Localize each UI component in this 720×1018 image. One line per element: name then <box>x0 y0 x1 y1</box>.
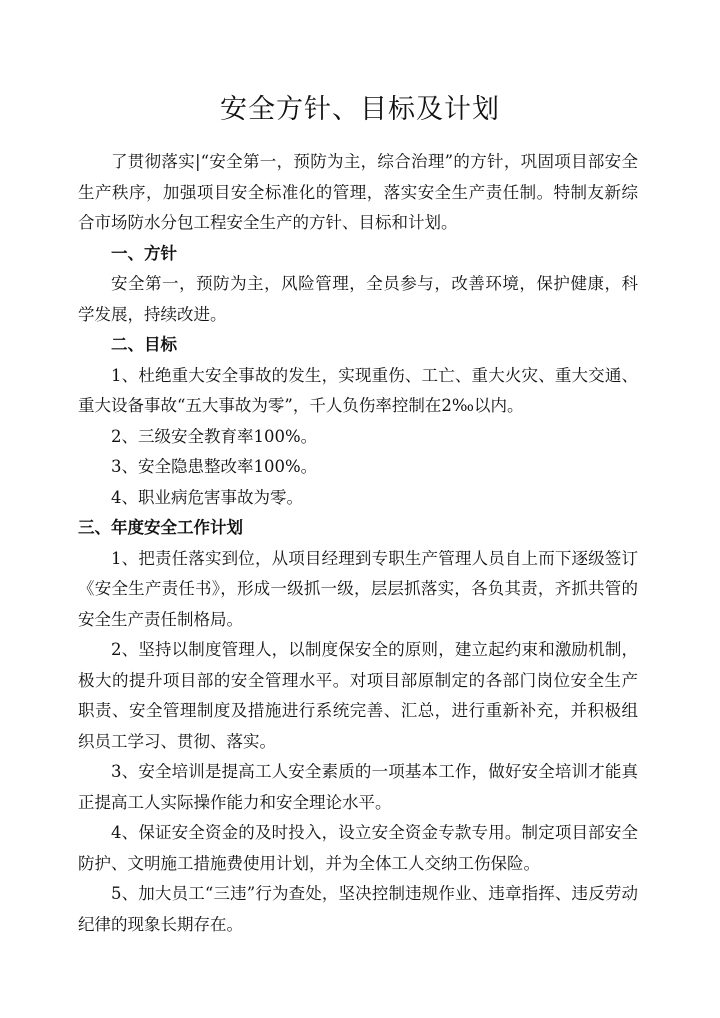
plan-item: 5、加大员工“三违”行为查处，坚决控制违规作业、违章指挥、违反劳动纪律的现象长期存在。 <box>78 884 638 934</box>
goal-item: 4、职业病危害事故为零。 <box>111 487 303 507</box>
goal-item: 1、杜绝重大安全事故的发生，实现重伤、工亡、重大火灾、重大交通、重大设备事故“五大事故为零”，千人负伤率控制在2‰以内。 <box>78 365 638 415</box>
section-heading-policy: 一、方针 <box>111 243 177 263</box>
section-heading-annual-plan: 三、年度安全工作计划 <box>78 518 243 537</box>
goal-item: 2、三级安全教育率100%。 <box>111 426 318 446</box>
plan-item: 4、保证安全资金的及时投入，设立安全资金专款专用。制定项目部安全防护、文明施工措施费使用计划，并为全体工人交纳工伤保险。 <box>78 823 638 873</box>
plan-item: 3、安全培训是提高工人安全素质的一项基本工作，做好安全培训才能真正提高工人实际操作能力和安全理论水平。 <box>78 762 638 812</box>
policy-paragraph: 安全第一，预防为主，风险管理，全员参与，改善环境，保护健康，科学发展，持续改进。 <box>78 274 638 324</box>
section-heading-goals: 二、目标 <box>111 335 177 354</box>
goal-item: 3、安全隐患整改率100%。 <box>111 457 318 476</box>
document-body <box>78 147 638 940</box>
plan-item: 2、坚持以制度管理人，以制度保安全的原则，建立起约束和激励机制，极大的提升项目部的安全管理水平。对项目部原制定的各部门岗位安全生产职责、安全管理制度及措施进行系统完善、汇总，进行重新补充，并积极组织员工学习、贯彻、落实。 <box>78 640 638 751</box>
document-title: 安全方针、目标及计划 <box>220 94 500 125</box>
intro-paragraph: 了贯彻落实|“安全第一，预防为主，综合治理”的方针，巩固项目部安全生产秩序，加强项目安全标准化的管理，落实安全生产责任制。特制友新综合市场防水分包工程安全生产的方针、目标和计划。 <box>78 152 638 232</box>
plan-item: 1、把责任落实到位，从项目经理到专职生产管理人员自上而下逐级签订《安全生产责任书》，形成一级抓一级，层层抓落实，各负其责，齐抓共管的安全生产责任制格局。 <box>78 548 638 629</box>
